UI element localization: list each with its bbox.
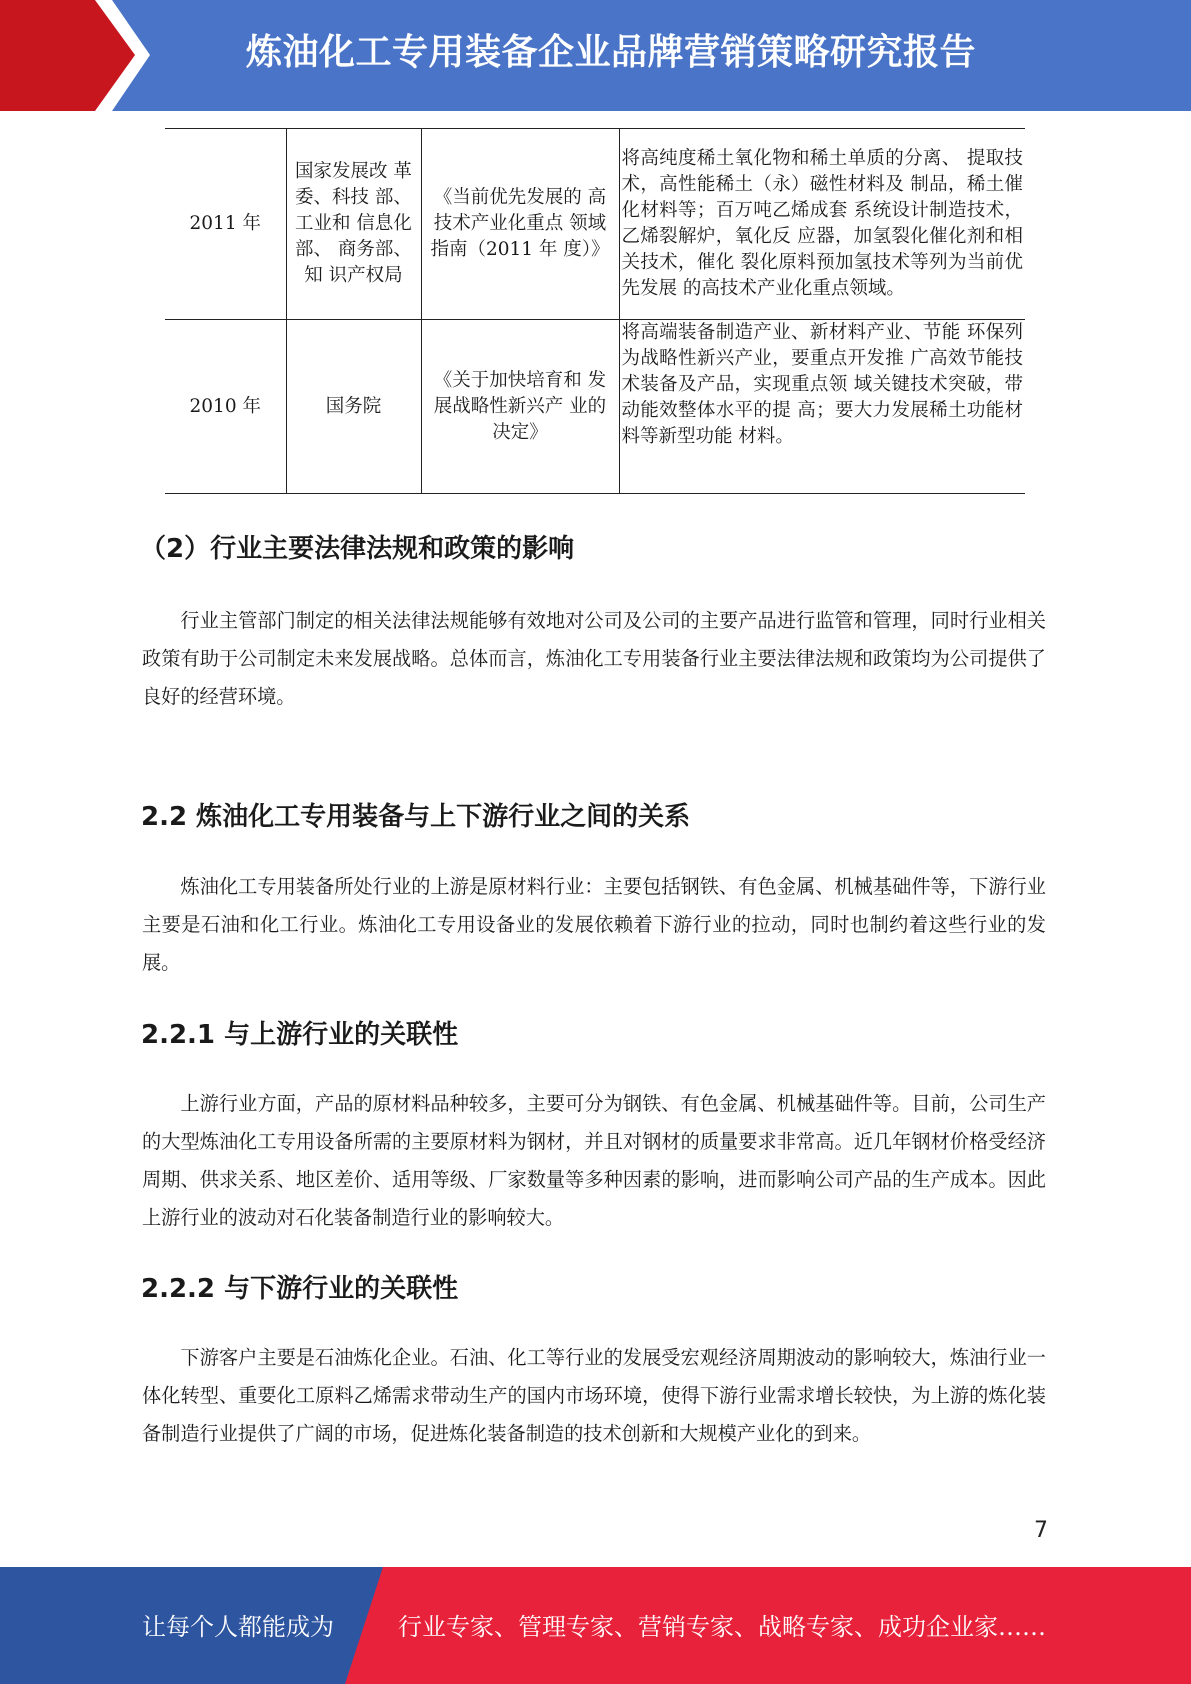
section-heading-2-2: 2.2 炼油化工专用装备与上下游行业之间的关系 <box>141 802 691 832</box>
paragraph-2-2-1: 上游行业方面，产品的原材料品种较多，主要可分为钢铁、有色金属、机械基础件等。目前，公司生产的大型炼油化工专用设备所需的主要原材料为钢材，并且对钢材的质量要求非常高。近几年钢材价格受经济周期、供求关系、地区差价、适用等级、厂家数量等多种因素的影响，进而影响公司产品的生产成本。因此上游行业的波动对石化装备制造行业的影响较大。 <box>142 1092 1046 1229</box>
table-row <box>165 320 1025 494</box>
table-row <box>165 129 1025 320</box>
footer-slogan-left: 让每个人都能成为 <box>142 1613 334 1641</box>
table-cell-issuer: 国家发展改 革委、科技 部、工业和 信息化部、 商务部、知 识产权局 <box>286 129 421 320</box>
page-header <box>0 0 1191 111</box>
table-cell-content: 将高纯度稀土氧化物和稀土单质的分离、 提取技术，高性能稀土（永）磁性材料及 制品，稀土催化材料等；百万吨乙烯成套 系统设计制造技术，乙烯裂解炉，氧化反 应器，加氢裂化催化剂和相关技术，催化 裂化原料预加氢技术等列为当前优先发展 的高技术产业化重点领域。 <box>619 129 1025 320</box>
policy-table <box>165 128 1025 494</box>
paragraph-2-2: 炼油化工专用装备所处行业的上游是原材料行业：主要包括钢铁、有色金属、机械基础件等，下游行业主要是石油和化工行业。炼油化工专用设备业的发展依赖着下游行业的拉动，同时也制约着这些行业的发展。 <box>142 875 1046 974</box>
footer-slogan-right: 行业专家、管理专家、营销专家、战略专家、成功企业家…… <box>398 1613 1046 1641</box>
paragraph-2-2-2: 下游客户主要是石油炼化企业。石油、化工等行业的发展受宏观经济周期波动的影响较大，炼油行业一体化转型、重要化工原料乙烯需求带动生产的国内市场环境，使得下游行业需求增长较快，为上游的炼化装备制造行业提供了广阔的市场，促进炼化装备制造的技术创新和大规模产业化的到来。 <box>142 1346 1046 1445</box>
paragraph-law-impact: 行业主管部门制定的相关法律法规能够有效地对公司及公司的主要产品进行监管和管理，同时行业相关政策有助于公司制定未来发展战略。总体而言，炼油化工专用装备行业主要法律法规和政策均为公司提供了良好的经营环境。 <box>142 609 1046 708</box>
table-cell-issuer: 国务院 <box>286 320 421 494</box>
section-heading-law-impact: （2）行业主要法律法规和政策的影响 <box>140 534 575 564</box>
page-number: 7 <box>1034 1518 1048 1543</box>
report-title: 炼油化工专用装备企业品牌营销策略研究报告 <box>246 32 977 73</box>
table-cell-year: 2011 年 <box>165 129 286 320</box>
table-cell-content: 将高端装备制造产业、新材料产业、节能 环保列为战略性新兴产业，要重点开发推 广高效节能技术装备及产品，实现重点领 域关键技术突破，带动能效整体水平的提 高；要大力发展稀土功能材料等新型功能 材料。 <box>619 320 1025 494</box>
section-heading-2-2-2: 2.2.2 与下游行业的关联性 <box>141 1274 459 1304</box>
table-cell-document: 《当前优先发展的 高技术产业化重点 领域指南（2011 年 度）》 <box>421 129 619 320</box>
table-cell-document: 《关于加快培育和 发展战略性新兴产 业的决定》 <box>421 320 619 494</box>
section-heading-2-2-1: 2.2.1 与上游行业的关联性 <box>141 1020 459 1050</box>
page-footer <box>0 1567 1191 1684</box>
table-cell-year: 2010 年 <box>165 320 286 494</box>
